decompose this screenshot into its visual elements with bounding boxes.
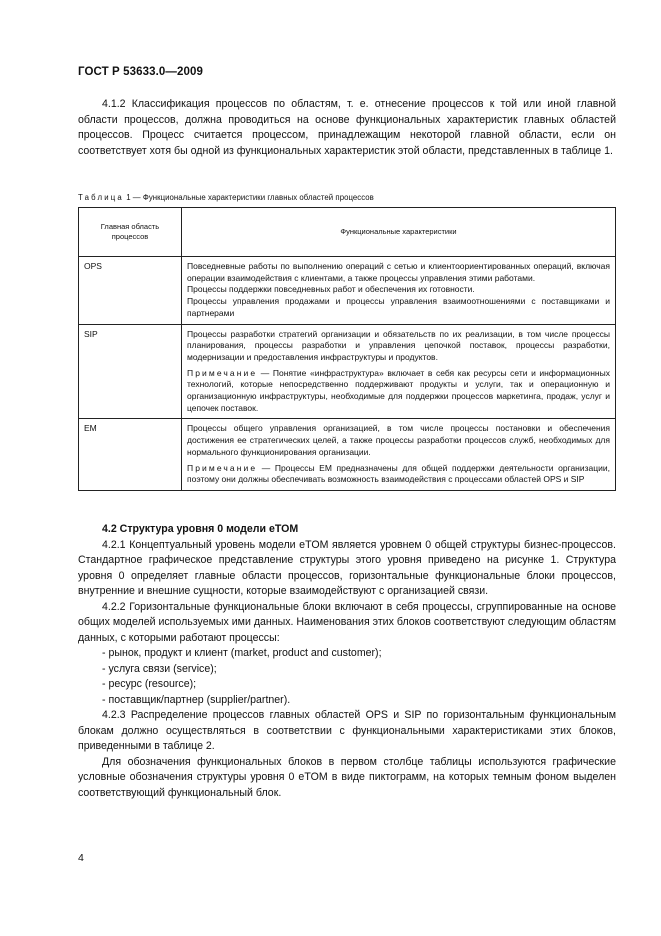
row-characteristics bbox=[182, 324, 616, 419]
section-4-2 bbox=[78, 522, 616, 801]
functional-characteristics-table bbox=[78, 207, 616, 491]
cell-paragraph: Повседневные работы по выполнению операций с сетью и клиентоориентированных операций, включая операции взаимодействия с клиентами, а также процессы управления этими работами. bbox=[187, 261, 610, 283]
table-header-area: Главная область процессов bbox=[79, 208, 182, 257]
paragraph-4-2-1: 4.2.1 Концептуальный уровень модели eTOM является уровнем 0 общей структуры бизнес-процессов. Стандартное графическое представление структуры этого уровня приведено на рисунке 1. Структура уровня 0 определяет главные области процессов, горизонтальные функциональные блоки процессов, внутренние и внешние сущности, которые взаимодействуют с организацией связи. bbox=[78, 538, 616, 597]
cell-paragraph: Процессы управления продажами и процессы управления взаимоотношениями с поставщиками и партнерами bbox=[187, 296, 610, 318]
cell-paragraph: Процессы поддержки повседневных работ и обеспечения их готовности. bbox=[187, 284, 475, 295]
paragraph-4-1-2: 4.1.2 Классификация процессов по областям, т. е. отнесение процессов к той или иной главной области процессов, должна проводиться на основе функциональных характеристик главных областей процессов. Процесс считается процессом, принадлежащим некоторой главной области, если он соответствует хотя бы одной из функциональных характеристик этой области, представленных в таблице 1. bbox=[78, 98, 616, 157]
row-characteristics bbox=[182, 257, 616, 325]
row-characteristics bbox=[182, 419, 616, 491]
table-row bbox=[79, 324, 616, 419]
table-row bbox=[79, 257, 616, 325]
table-row bbox=[79, 419, 616, 491]
note-label: Примечание bbox=[187, 462, 258, 473]
table-caption-prefix: Таблица bbox=[78, 193, 124, 202]
row-area-name: EM bbox=[79, 419, 182, 491]
table-header-characteristics: Функциональные характеристики bbox=[182, 208, 616, 257]
note-text: — Процессы EM предназначены для общей поддержки деятельности организации, поэтому они должны обеспечивать возможность взаимодействия с процессами областей OPS и SIP bbox=[187, 462, 610, 485]
list-item: - поставщик/партнер (supplier/partner). bbox=[102, 693, 291, 706]
row-area-name: SIP bbox=[79, 324, 182, 419]
table-caption bbox=[78, 193, 374, 202]
paragraph-4-2-2: 4.2.2 Горизонтальные функциональные блоки включают в себя процессы, сгруппированные на основе общих моделей используемых ими данных. Наименования этих блоков соответствуют следующим областям данных, с которыми работают процессы: bbox=[78, 600, 616, 644]
list-item: - рынок, продукт и клиент (market, product and customer); bbox=[102, 647, 382, 659]
cell-paragraph: Процессы разработки стратегий организации и обязательств по их реализации, в том числе процессы планирования, процессы разработки и управления цепочкой поставок, процессы разработки, модернизации и предоставления инфраструктуры и продуктов. bbox=[187, 328, 610, 362]
page-number: 4 bbox=[78, 852, 84, 864]
table-header-row bbox=[79, 208, 616, 257]
list-item: - ресурс (resource); bbox=[102, 678, 197, 690]
document-code-header: ГОСТ Р 53633.0—2009 bbox=[78, 66, 203, 78]
note-text: — Понятие «инфраструктура» включает в себя как ресурсы сети и информационных технологий, которые непосредственно поддерживают продукты и услуги, так и операционную и организационную инфраструктуры, необходимые для поддержки процессов маркетинга, продаж, услуг и цепочек поставок. bbox=[187, 367, 610, 413]
paragraph-4-2-3: 4.2.3 Распределение процессов главных областей OPS и SIP по горизонтальным функциональным блокам должно осуществляться в соответствии с функциональными характеристиками этих блоков, приведенными в таблице 2. bbox=[78, 709, 616, 752]
table-caption-title: 1 — Функциональные характеристики главных областей процессов bbox=[126, 193, 374, 202]
note-label: Примечание bbox=[187, 367, 258, 378]
cell-note bbox=[187, 463, 610, 486]
cell-paragraph: Процессы общего управления организацией, в том числе процессы постановки и обеспечения достижения ее стратегических целей, а также процессы разработки процессов служб, необходимых для нормального функционирования организации. bbox=[187, 423, 610, 457]
row-area-name: OPS bbox=[79, 257, 182, 325]
cell-note bbox=[187, 368, 610, 415]
paragraph-legend-note: Для обозначения функциональных блоков в первом столбце таблицы используются графические условные обозначения структуры уровня 0 eTOM в виде пиктограмм, на которых темным фоном выделен соответствующий функциональный блок. bbox=[78, 755, 616, 799]
list-item: - услуга связи (service); bbox=[102, 662, 217, 675]
section-title: 4.2 Структура уровня 0 модели eTOM bbox=[102, 523, 299, 535]
